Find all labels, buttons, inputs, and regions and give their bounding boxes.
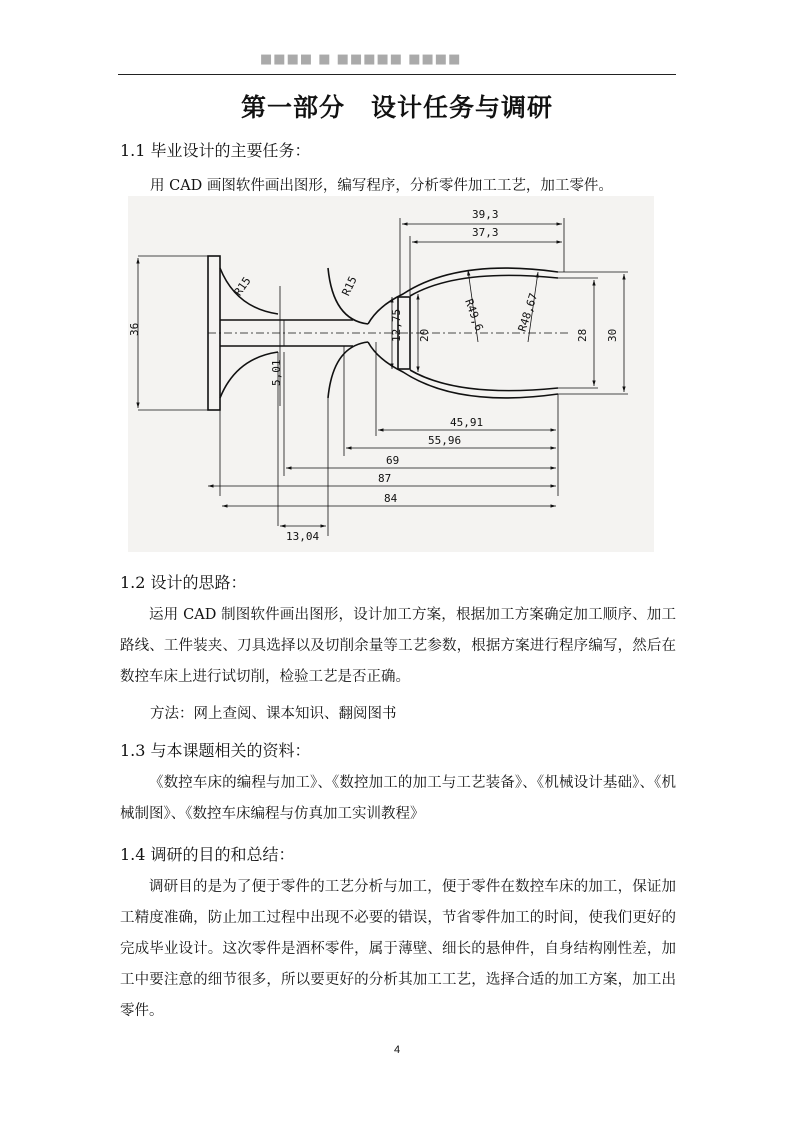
chapter-title: 第一部分 设计任务与调研 <box>240 93 553 122</box>
dim-39-3: 39,3 <box>472 208 499 221</box>
dim-12-75: 12,75 <box>390 308 403 342</box>
dim-r15-mid: R15 <box>339 274 360 298</box>
dim-13-04: 13,04 <box>286 530 320 543</box>
section-1-1-body: 用 CAD 画图软件画出图形，编写程序，分析零件加工工艺，加工零件。 <box>150 178 613 194</box>
dim-84: 84 <box>384 492 398 505</box>
dim-20: 20 <box>418 328 431 342</box>
dim-69: 69 <box>386 454 400 467</box>
dim-5-01: 5,01 <box>270 359 283 386</box>
section-1-2-method: 方法：网上查阅、课本知识、翻阅图书 <box>150 706 397 722</box>
section-heading-1-3: 1.3 与本课题相关的资料： <box>120 741 311 760</box>
running-header: ■■■■ ■ ■■■■■ ■■■■ <box>260 52 462 67</box>
section-heading-1-4: 1.4 调研的目的和总结： <box>120 845 295 864</box>
section-1-3-body: 《数控车床的编程与加工》、《数控加工的加工与工艺装备》、《机械设计基础》、《机械制图》、《数控车床编程与仿真加工实训教程》 <box>120 775 676 822</box>
dim-r15-left: R15 <box>231 274 254 299</box>
header-rule <box>118 74 676 75</box>
section-heading-1-2: 1.2 设计的思路： <box>120 573 247 592</box>
dimension-labels <box>128 208 619 543</box>
dim-r48-67: R48,67 <box>515 291 541 334</box>
section-1-4-body: 调研目的是为了便于零件的工艺分析与加工，便于零件在数控车床的加工，保证加工精度准确，防止加工过程中出现不必要的错误，节省零件加工的时间，使我们更好的完成毕业设计。这次零件是酒杯零件，属于薄壁、细长的悬伸件，自身结构刚性差，加工中要注意的细节很多，所以要更好的分析其加工工艺，选择合适的加工方案，加工出零件。 <box>120 879 676 1019</box>
dim-r49-6: R49,6 <box>462 297 486 333</box>
dim-55-96: 55,96 <box>428 434 462 447</box>
dim-87: 87 <box>378 472 392 485</box>
cad-drawing <box>128 196 654 552</box>
dim-30: 30 <box>606 328 619 342</box>
dim-28: 28 <box>576 328 589 342</box>
dim-45-91: 45,91 <box>450 416 484 429</box>
dim-37-3: 37,3 <box>472 226 499 239</box>
section-heading-1-1: 1.1 毕业设计的主要任务： <box>120 141 311 160</box>
page-number: 4 <box>393 1044 401 1056</box>
section-1-2-body: 运用 CAD 制图软件画出图形，设计加工方案，根据加工方案确定加工顺序、加工路线、工件装夹、刀具选择以及切削余量等工艺参数，根据方案进行程序编写，然后在数控车床上进行试切削，检验工艺是否正确。 <box>120 607 676 685</box>
dimension-lines <box>138 218 628 536</box>
dim-36: 36 <box>128 322 141 336</box>
cad-drawing-svg <box>128 196 654 552</box>
